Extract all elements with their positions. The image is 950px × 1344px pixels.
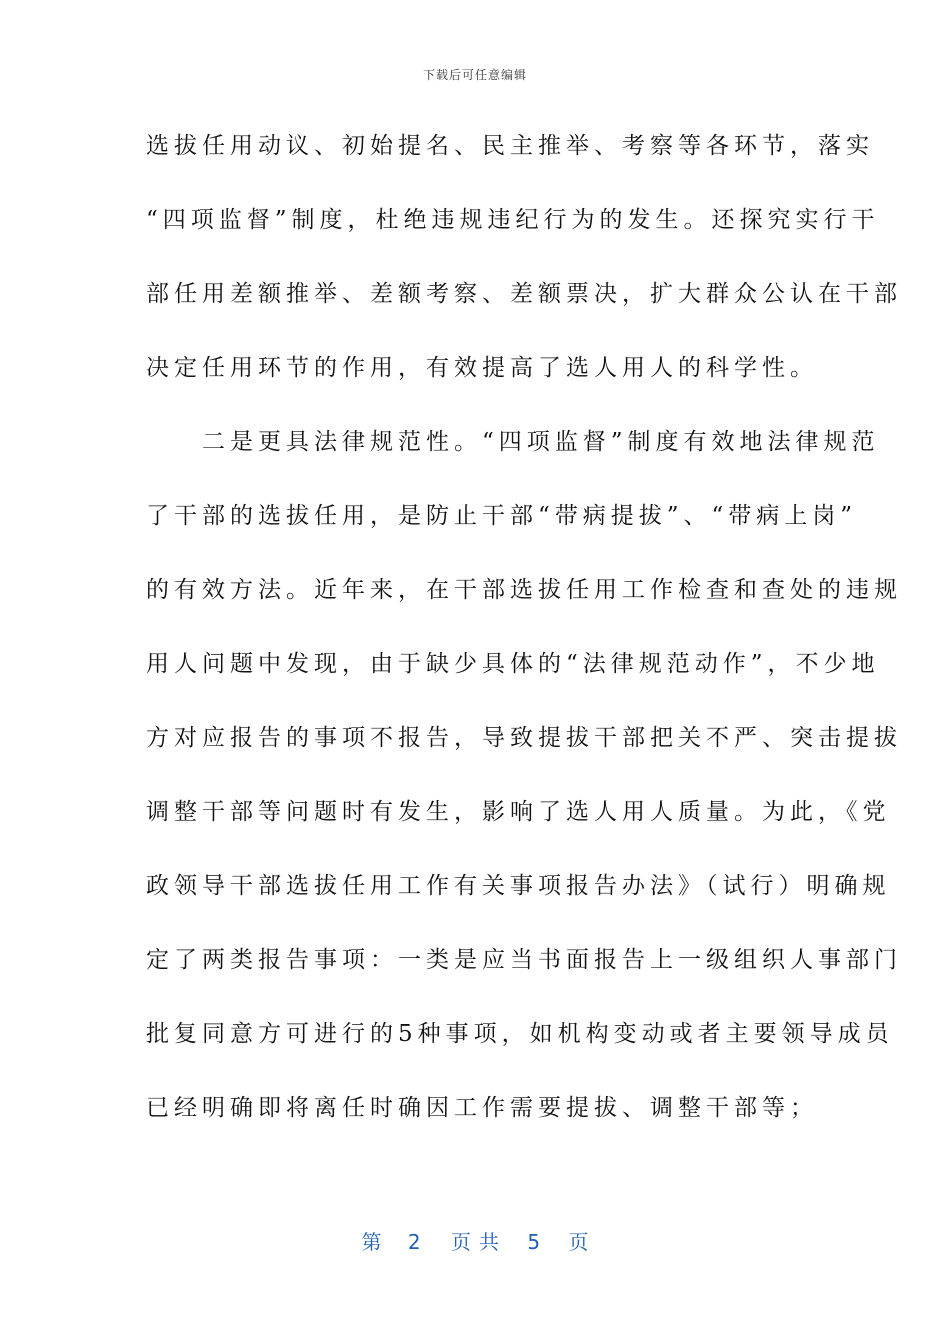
footer-prefix: 第 <box>361 1230 382 1254</box>
text-line-3: 部任用差额推举、差额考察、差额票决，扩大群众公认在干部 <box>146 281 902 307</box>
footer-suffix: 页 <box>568 1230 589 1254</box>
text-line-12: 定了两类报告事项：一类是应当书面报告上一级组织人事部门 <box>146 947 902 973</box>
text-line-1: 选拔任用动议、初始提名、民主推举、考察等各环节，落实 <box>146 133 874 159</box>
footer-current-page: 2 <box>407 1230 421 1254</box>
text-line-11: 政领导干部选拔任用工作有关事项报告办法》（试行）明确规 <box>146 873 891 899</box>
text-line-6: 了干部的选拔任用，是防止干部“带病提拔”、“带病上岗” <box>146 503 858 529</box>
text-line-5: 二是更具法律规范性。“四项监督”制度有效地法律规范 <box>146 429 880 455</box>
header-note: 下载后可任意编辑 <box>422 68 527 82</box>
page-footer <box>0 1226 950 1255</box>
footer-total-pages: 5 <box>527 1230 541 1254</box>
text-line-14: 已经明确即将离任时确因工作需要提拔、调整干部等； <box>146 1095 818 1121</box>
text-line-4: 决定任用环节的作用，有效提高了选人用人的科学性。 <box>146 355 818 381</box>
text-line-10: 调整干部等问题时有发生，影响了选人用人质量。为此，《党 <box>146 799 891 825</box>
footer-middle: 页共 <box>451 1230 507 1254</box>
text-line-13: 批复同意方可进行的5种事项，如机构变动或者主要领导成员 <box>146 1021 894 1047</box>
text-line-2: “四项监督”制度，杜绝违规违纪行为的发生。还探究实行干 <box>146 207 880 233</box>
text-line-8: 用人问题中发现，由于缺少具体的“法律规范动作”，不少地 <box>146 651 880 677</box>
text-line-9: 方对应报告的事项不报告，导致提拔干部把关不严、突击提拔 <box>146 725 902 751</box>
text-line-7: 的有效方法。近年来，在干部选拔任用工作检查和查处的违规 <box>146 577 902 603</box>
